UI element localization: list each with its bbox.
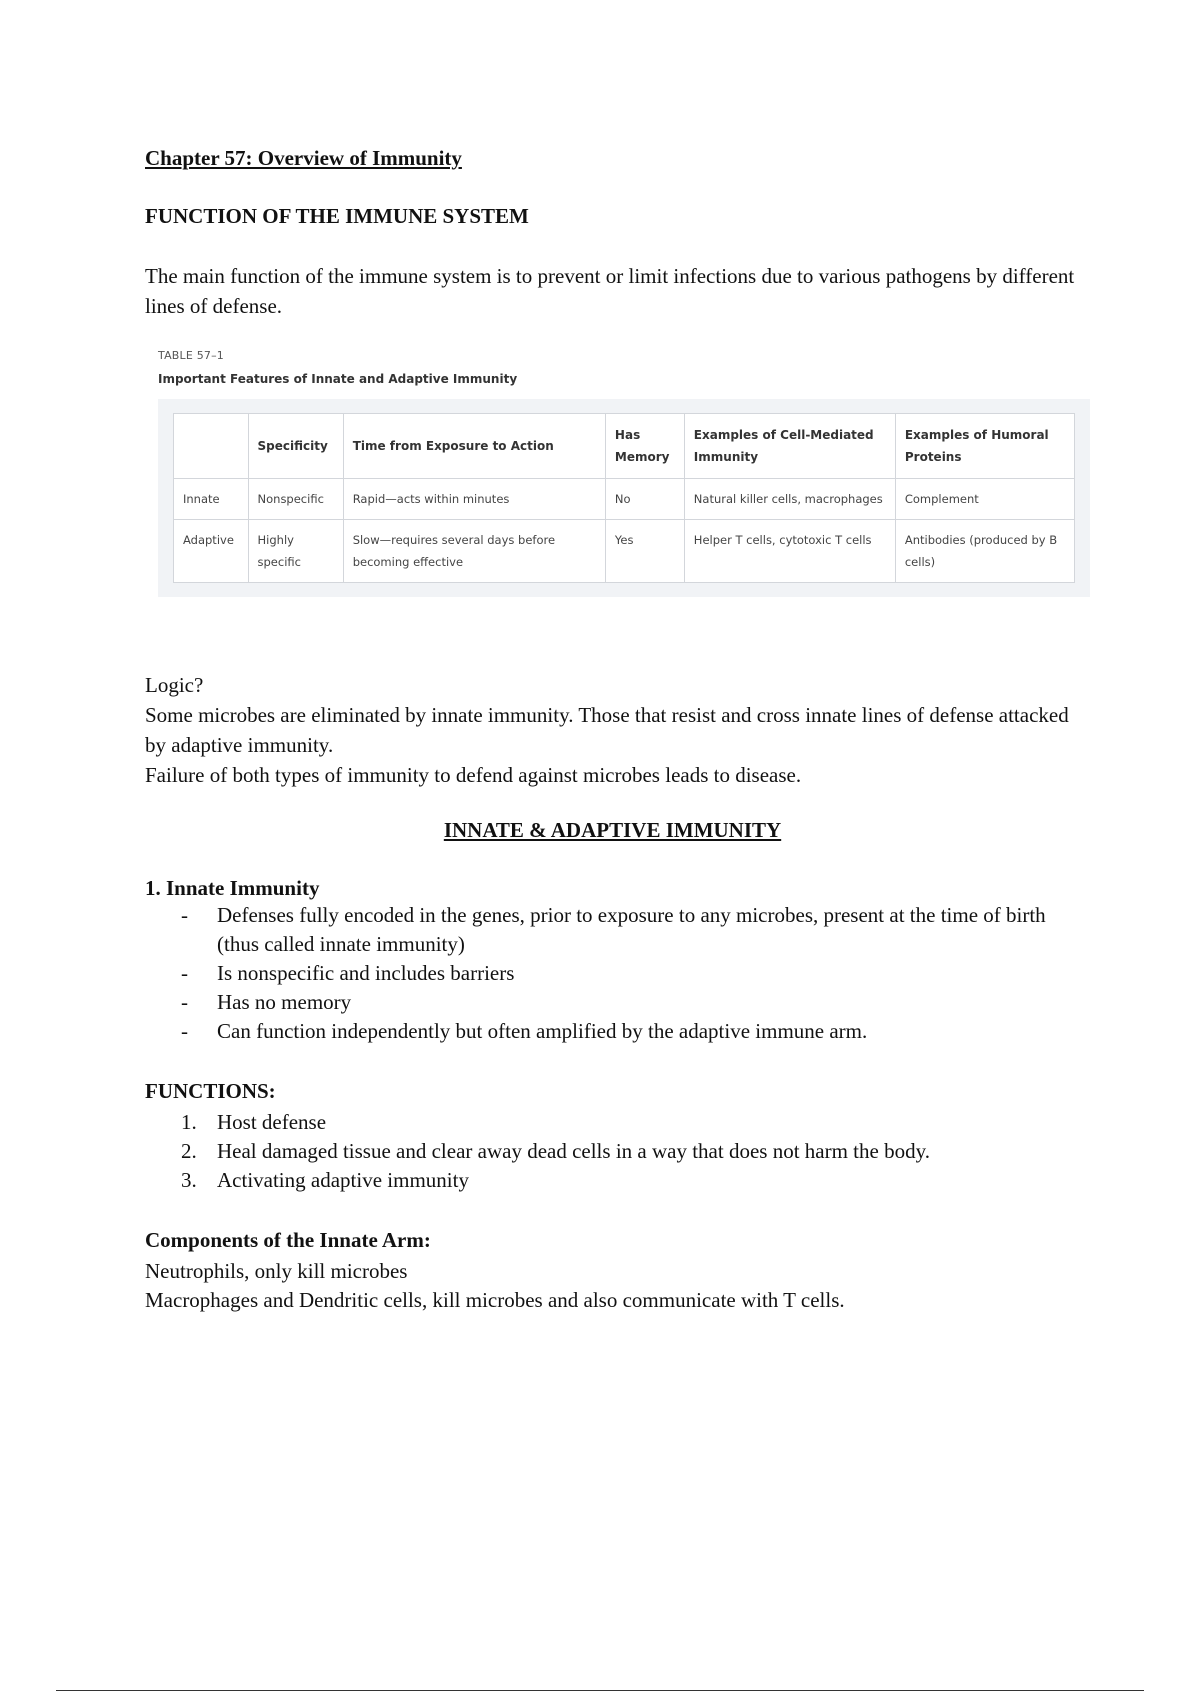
logic-section <box>145 670 1080 790</box>
table-header-cell: Examples of Cell-Mediated Immunity <box>684 414 895 479</box>
features-table <box>173 413 1075 583</box>
table-cell: No <box>605 479 684 520</box>
list-item-text: Defenses fully encoded in the genes, prior to exposure to any microbes, present at the time of birth (thus called innate immunity) <box>217 903 1046 956</box>
innate-bullet-list <box>145 901 1080 1046</box>
list-item-text: Activating adaptive immunity <box>217 1168 469 1192</box>
dash-bullet: - <box>181 1019 188 1043</box>
components-line: Neutrophils, only kill microbes <box>145 1259 408 1283</box>
list-item-text: Heal damaged tissue and clear away dead cells in a way that does not harm the body. <box>217 1139 930 1163</box>
table-cell: Yes <box>605 520 684 583</box>
table-header-cell: Examples of Humoral Proteins <box>895 414 1074 479</box>
functions-heading: FUNCTIONS: <box>145 1079 276 1103</box>
list-item-text: Host defense <box>217 1110 327 1134</box>
list-number: 2. <box>181 1139 197 1163</box>
dash-bullet: - <box>181 903 188 927</box>
table-row <box>174 479 1075 520</box>
table-caption: Important Features of Innate and Adaptive Immunity <box>158 372 518 386</box>
list-item <box>145 901 1080 959</box>
table-row <box>174 520 1075 583</box>
table-header-cell: Specificity <box>248 414 343 479</box>
logic-line: Failure of both types of immunity to defend against microbes leads to disease. <box>145 763 802 787</box>
components-line: Macrophages and Dendritic cells, kill microbes and also communicate with T cells. <box>145 1288 845 1312</box>
table-header-cell: Time from Exposure to Action <box>343 414 605 479</box>
intro-paragraph: The main function of the immune system is to prevent or limit infections due to various pathogens by different lines of defense. <box>145 264 1075 318</box>
list-item <box>145 988 1080 1017</box>
table-cell: Adaptive <box>174 520 249 583</box>
table-cell: Rapid—acts within minutes <box>343 479 605 520</box>
page-bottom-rule <box>56 1690 1144 1691</box>
table-cell: Complement <box>895 479 1074 520</box>
components-heading: Components of the Innate Arm: <box>145 1228 431 1252</box>
list-item <box>145 1166 1080 1195</box>
list-item-text: Has no memory <box>217 990 352 1014</box>
list-number: 1. <box>181 1110 197 1134</box>
table-cell: Helper T cells, cytotoxic T cells <box>684 520 895 583</box>
innate-immunity-heading: 1. Innate Immunity <box>145 876 320 900</box>
table-header-cell: Has Memory <box>605 414 684 479</box>
section-heading-innate-adaptive: INNATE & ADAPTIVE IMMUNITY <box>443 818 782 842</box>
list-item-text: Can function independently but often amplified by the adaptive immune arm. <box>217 1019 868 1043</box>
table-background <box>158 399 1090 597</box>
features-table-figure <box>158 349 1090 597</box>
list-item <box>145 1137 1080 1166</box>
list-item <box>145 1017 1080 1046</box>
list-item <box>145 1108 1080 1137</box>
list-item <box>145 959 1080 988</box>
table-cell: Innate <box>174 479 249 520</box>
logic-line: Some microbes are eliminated by innate immunity. Those that resist and cross innate lines of defense attacked by adaptive immunity. <box>145 703 1069 757</box>
table-cell: Highly specific <box>248 520 343 583</box>
list-item-text: Is nonspecific and includes barriers <box>217 961 515 985</box>
section-heading-function: FUNCTION OF THE IMMUNE SYSTEM <box>145 204 529 228</box>
table-header-cell <box>174 414 249 479</box>
chapter-title: Chapter 57: Overview of Immunity <box>145 146 462 170</box>
table-cell: Natural killer cells, macrophages <box>684 479 895 520</box>
table-cell: Antibodies (produced by B cells) <box>895 520 1074 583</box>
logic-title: Logic? <box>145 673 204 697</box>
table-header-row <box>174 414 1075 479</box>
components-section <box>145 1257 1080 1315</box>
list-number: 3. <box>181 1168 197 1192</box>
functions-list <box>145 1108 1080 1195</box>
table-cell: Nonspecific <box>248 479 343 520</box>
dash-bullet: - <box>181 961 188 985</box>
table-cell: Slow—requires several days before becoming effective <box>343 520 605 583</box>
dash-bullet: - <box>181 990 188 1014</box>
table-label: TABLE 57–1 <box>158 349 225 362</box>
